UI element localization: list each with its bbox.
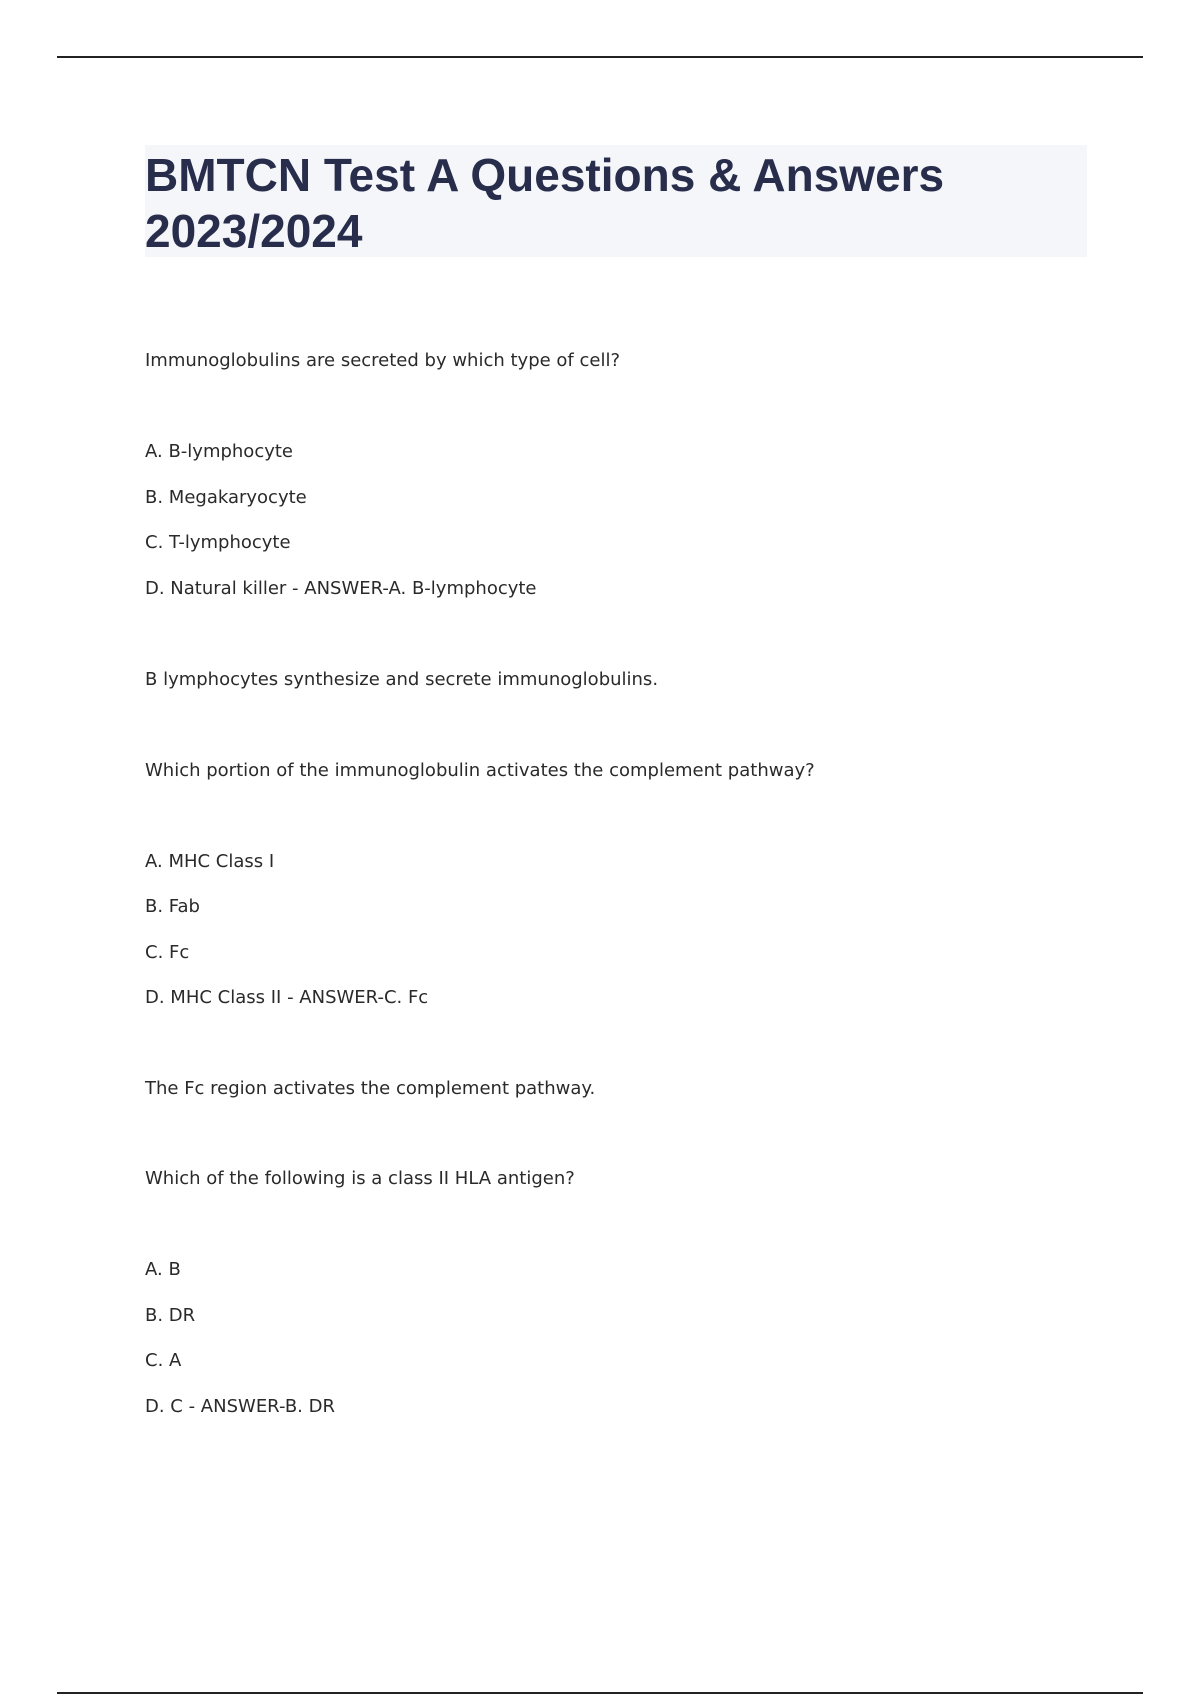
top-rule bbox=[57, 56, 1143, 58]
question-text: Which of the following is a class II HLA antigen? bbox=[145, 1168, 575, 1189]
answer-option: A. B bbox=[145, 1259, 181, 1280]
answer-option: D. MHC Class II - ANSWER-C. Fc bbox=[145, 987, 429, 1008]
question-text: Immunoglobulins are secreted by which type of cell? bbox=[145, 350, 621, 371]
explanation-text: The Fc region activates the complement pathway. bbox=[145, 1078, 596, 1099]
answer-option: C. T-lymphocyte bbox=[145, 532, 291, 553]
answer-option: B. Megakaryocyte bbox=[145, 487, 307, 508]
answer-option: C. A bbox=[145, 1350, 182, 1371]
bottom-rule bbox=[57, 1692, 1143, 1694]
answer-option: A. B-lymphocyte bbox=[145, 441, 293, 462]
answer-option: B. Fab bbox=[145, 896, 200, 917]
question-text: Which portion of the immunoglobulin activates the complement pathway? bbox=[145, 760, 815, 781]
answer-option: D. C - ANSWER-B. DR bbox=[145, 1396, 335, 1417]
answer-option: D. Natural killer - ANSWER-A. B-lymphocyte bbox=[145, 578, 537, 599]
answer-option: C. Fc bbox=[145, 942, 190, 963]
explanation-text: B lymphocytes synthesize and secrete immunoglobulins. bbox=[145, 669, 659, 690]
answer-option: A. MHC Class I bbox=[145, 851, 275, 872]
page-title: BMTCN Test A Questions & Answers 2023/2024 bbox=[145, 149, 945, 257]
answer-option: B. DR bbox=[145, 1305, 196, 1326]
